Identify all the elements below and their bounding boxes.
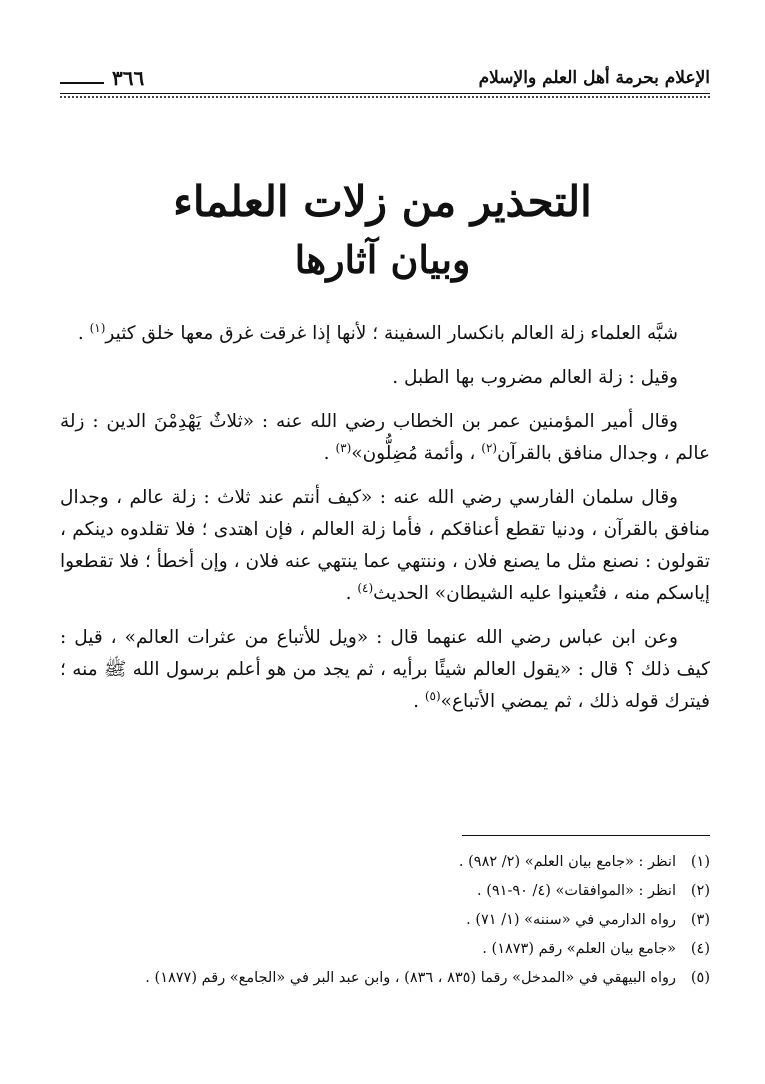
paragraph — [60, 406, 710, 470]
footnote — [50, 964, 710, 993]
paragraph-text: شبَّه العلماء زلة العالم بانكسار السفينة ؛ لأنها إذا غرقت غرق معها خلق كثير — [105, 323, 678, 344]
chapter-title — [0, 172, 765, 288]
paragraph-text: وعن ابن عباس رضي الله عنهما قال : «ويل للأتباع من عثرات العالم» ، قيل : كيف ذلك ؟ قال : «يقول العالم شيئًا برأيه ، ثم يجد من هو أعلم برسول الله ﷺ منه ؛ فيترك قوله ذلك ، ثم يمضي الأتباع» — [60, 627, 710, 712]
footnote-text: انظر : «جامع بيان العلم» (٢/ ٩٨٢) . — [458, 854, 676, 870]
paragraph-end: . — [323, 443, 336, 464]
footnote-text: «جامع بيان العلم» رقم (١٨٧٣) . — [482, 941, 676, 957]
footnote-text: رواه البيهقي في «المدخل» رقما (٨٣٥ ، ٨٣٦) ، وابن عبد البر في «الجامع» رقم (١٨٧٧) . — [145, 970, 676, 986]
footnote — [50, 877, 710, 906]
footnote-ref: (١) — [89, 320, 106, 335]
paragraph-text: وقيل : زلة العالم مضروب بها الطبل . — [392, 367, 678, 388]
paragraph-end: . — [345, 583, 358, 604]
chapter-title-line1: التحذير من زلات العلماء — [173, 177, 592, 226]
paragraph-end: . — [413, 691, 425, 712]
footnote-number: (١) — [690, 854, 710, 870]
paragraph-end: . — [77, 323, 90, 344]
page-number: ٣٦٦ — [112, 66, 145, 90]
paragraph-text: وقال سلمان الفارسي رضي الله عنه : «كيف أنتم عند ثلاث : زلة عالم ، وجدال منافق بالقرآن ، ودنيا تقطع أعناقكم ، فأما زلة العالم ، فإن اهتدى ؛ فلا تقلدوه دينكم ، تقولون : نصنع مثل ما يصنع فلان ، وننتهي عما ينتهي عنه فلان ، وإن أخطأ ؛ فلا تقطعوا إياسكم منه ، فتُعينوا عليه الشيطان» الحديث — [60, 487, 710, 604]
paragraph — [60, 362, 710, 394]
chapter-title-line2: وبيان آثارها — [294, 237, 471, 282]
footnote-number: (٥) — [690, 970, 710, 986]
paragraph — [60, 622, 710, 718]
footnote-number: (٢) — [690, 883, 710, 899]
header-book-title: الإعلام بحرمة أهل العلم والإسلام — [478, 68, 710, 88]
footnote-number: (٤) — [690, 941, 710, 957]
footnote — [50, 906, 710, 935]
body-text — [60, 318, 710, 730]
footnote-ref: (٣) — [335, 440, 352, 455]
footnote-ref: (٥) — [424, 688, 441, 703]
footnote-separator — [462, 835, 710, 836]
running-header — [60, 62, 710, 92]
header-rule-dotted — [60, 96, 710, 98]
paragraph — [60, 318, 710, 350]
header-rule — [60, 93, 710, 94]
footnote-ref: (٢) — [481, 440, 498, 455]
footnote-ref: (٤) — [357, 580, 374, 595]
footnote — [50, 935, 710, 964]
footnote-text: رواه الدارمي في «سننه» (١/ ٧١) . — [466, 912, 676, 928]
header-dash — [60, 82, 104, 84]
footnote — [50, 848, 710, 877]
paragraph-text: ، وأئمة مُضِلُّون» — [351, 443, 482, 464]
paragraph-text: وقال أمير المؤمنين عمر بن الخطاب رضي الله عنه : «ثلاثٌ يَهْدِمْنَ الدين : زلة عالم ، وجدال منافق بالقرآن — [60, 411, 710, 464]
footnote-number: (٣) — [690, 912, 710, 928]
paragraph — [60, 482, 710, 610]
footnote-text: انظر : «الموافقات» (٤/ ٩٠-٩١) . — [476, 883, 676, 899]
footnotes — [50, 848, 710, 993]
